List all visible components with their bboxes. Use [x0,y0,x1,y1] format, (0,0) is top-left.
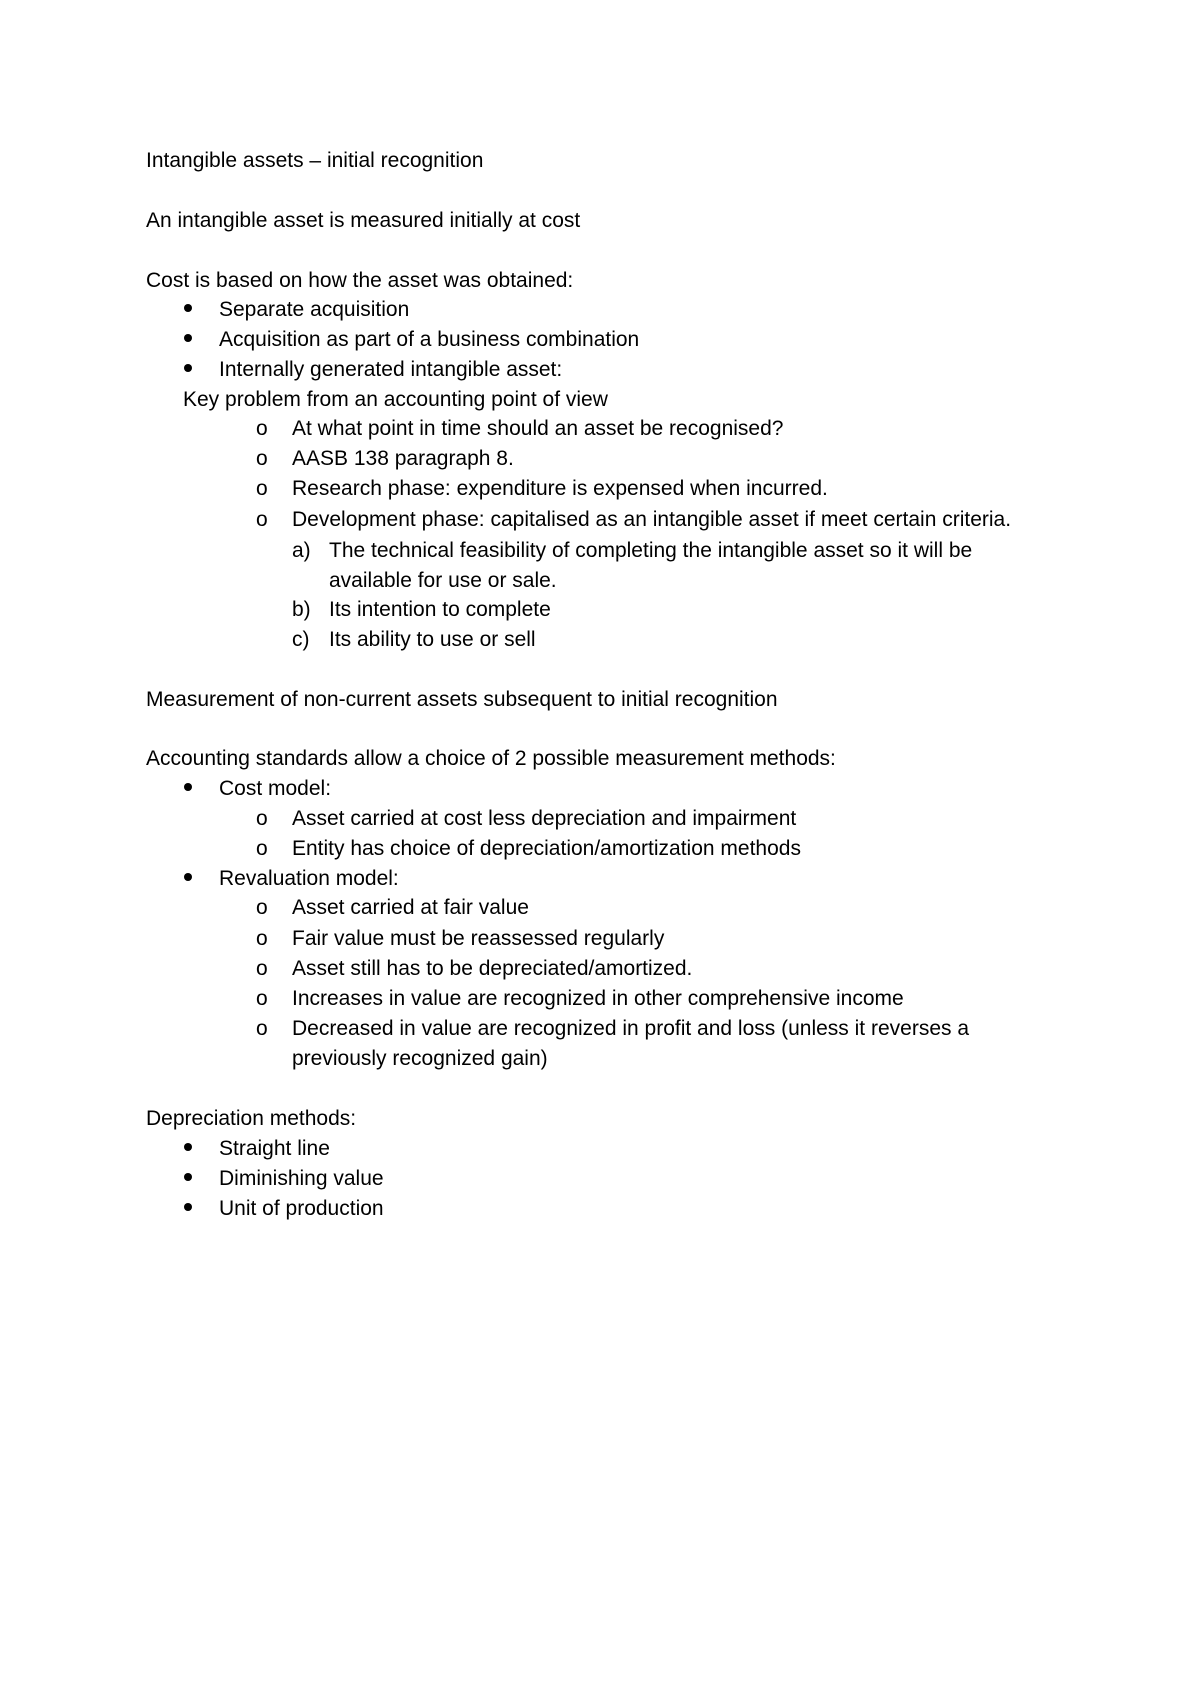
bullet-icon [184,364,192,372]
bullet-icon [184,783,192,791]
bullet-icon [184,304,192,312]
list-item: Decreased in value are recognized in profit and loss (unless it reverses a [292,1017,970,1040]
list-item: AASB 138 paragraph 8. [292,447,514,470]
list-item: Increases in value are recognized in other comprehensive income [292,987,904,1010]
list-item: Research phase: expenditure is expensed when incurred. [292,477,828,500]
list-item: At what point in time should an asset be recognised? [292,417,784,440]
depreciation-heading: Depreciation methods: [146,1107,357,1130]
list-item: Separate acquisition [219,298,410,321]
list-item: Asset carried at cost less depreciation and impairment [292,807,797,830]
bullet-icon [184,1173,192,1181]
intro-text: An intangible asset is measured initially at cost [146,209,581,232]
list-marker: c) [292,628,310,651]
circle-bullet-icon: o [256,927,268,950]
list-item: Asset still has to be depreciated/amortized. [292,957,693,980]
circle-bullet-icon: o [256,1017,268,1040]
bullet-icon [184,873,192,881]
bullet-icon [184,334,192,342]
document-title: Intangible assets – initial recognition [146,149,484,172]
cost-model-label: Cost model: [219,777,332,800]
circle-bullet-icon: o [256,837,268,860]
list-item: Its intention to complete [329,598,551,621]
list-item: Entity has choice of depreciation/amortization methods [292,837,801,860]
list-item: Unit of production [219,1197,384,1220]
list-item: Asset carried at fair value [292,896,529,919]
list-marker: a) [292,539,311,562]
revaluation-model-label: Revaluation model: [219,867,399,890]
circle-bullet-icon: o [256,807,268,830]
list-item: Development phase: capitalised as an intangible asset if meet certain criteria. [292,508,1012,531]
bullet-icon [184,1143,192,1151]
circle-bullet-icon: o [256,477,268,500]
list-item: Internally generated intangible asset: [219,358,563,381]
list-item: Acquisition as part of a business combination [219,328,640,351]
circle-bullet-icon: o [256,957,268,980]
circle-bullet-icon: o [256,987,268,1010]
list-item: Fair value must be reassessed regularly [292,927,665,950]
list-item: Straight line [219,1137,330,1160]
standards-heading: Accounting standards allow a choice of 2 possible measurement methods: [146,747,836,770]
list-item: Its ability to use or sell [329,628,536,651]
circle-bullet-icon: o [256,508,268,531]
circle-bullet-icon: o [256,896,268,919]
circle-bullet-icon: o [256,417,268,440]
measurement-heading: Measurement of non-current assets subsequent to initial recognition [146,688,778,711]
key-problem-text: Key problem from an accounting point of view [183,388,608,411]
list-item-continuation: previously recognized gain) [292,1047,548,1070]
circle-bullet-icon: o [256,447,268,470]
list-item-continuation: available for use or sale. [329,569,557,592]
list-item: The technical feasibility of completing the intangible asset so it will be [329,539,973,562]
bullet-icon [184,1203,192,1211]
list-item: Diminishing value [219,1167,384,1190]
list-marker: b) [292,598,311,621]
cost-heading: Cost is based on how the asset was obtained: [146,269,574,292]
